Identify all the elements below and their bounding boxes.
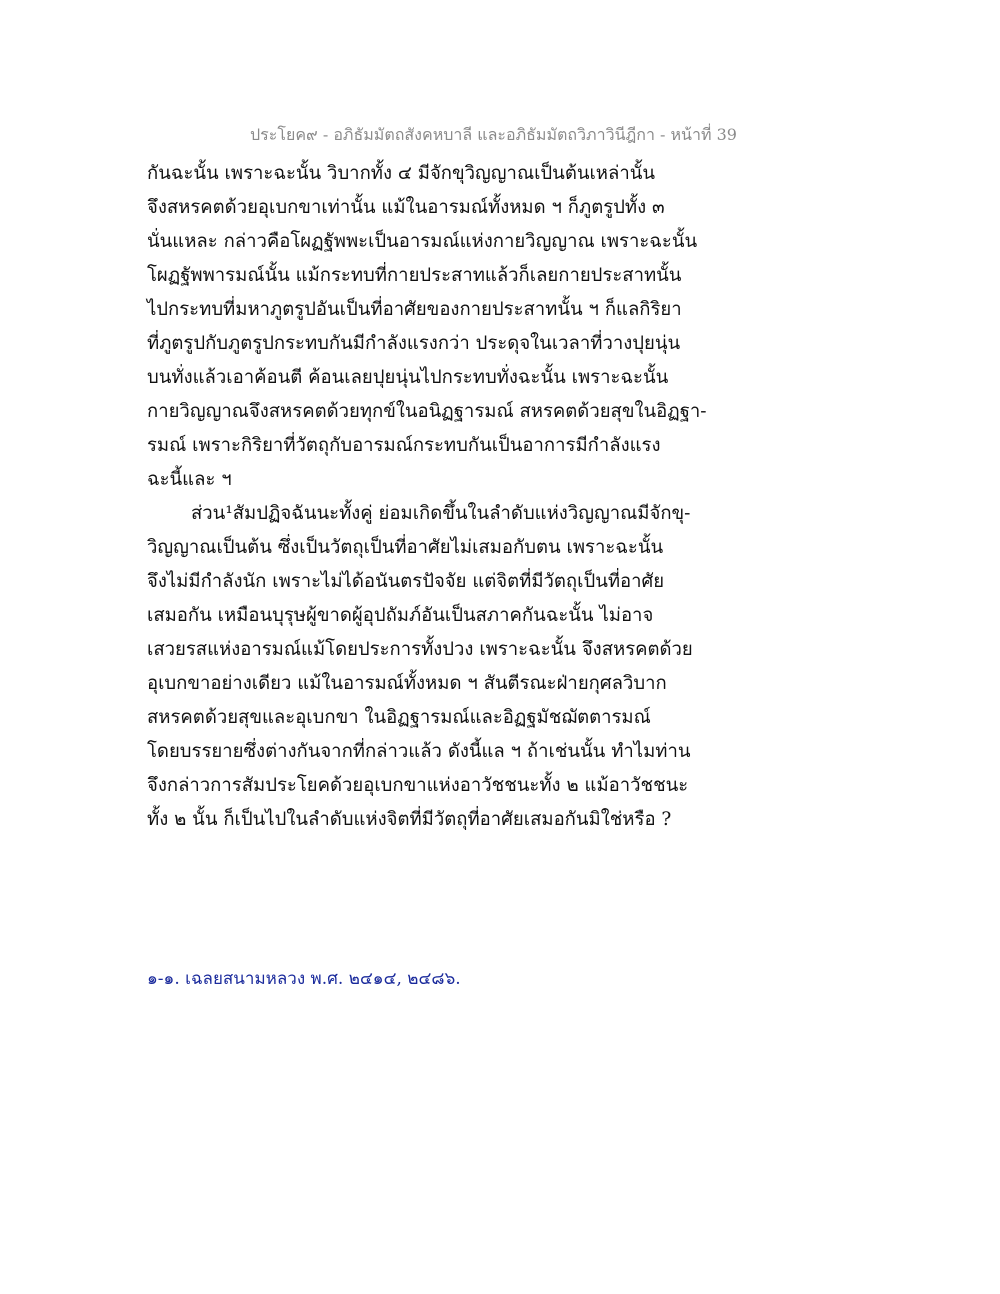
text-line: ฉะนี้และ ฯ [147,469,232,490]
text-line: เสมอกัน เหมือนบุรุษผู้ขาดผู้อุปถัมภ์อันเป็นสภาคกันฉะนั้น ไม่อาจ [147,605,654,626]
text-line: รมณ์ เพราะกิริยาที่วัตถุกับอารมณ์กระทบกันเป็นอาการมีกำลังแรง [147,435,661,456]
text-line: เสวยรสแห่งอารมณ์แม้โดยประการทั้งปวง เพราะฉะนั้น จึงสหรคตด้วย [147,639,693,660]
text-line: วิญญาณเป็นต้น ซึ่งเป็นวัตถุเป็นที่อาศัยไม่เสมอกับตน เพราะฉะนั้น [147,537,664,558]
text-line: กายวิญญาณจึงสหรคตด้วยทุกข์ในอนิฏฐารมณ์ สหรคตด้วยสุขในอิฏฐา- [147,401,707,422]
text-line: สหรคตด้วยสุขและอุเบกขา ในอิฏฐารมณ์และอิฏฐมัชฌัตตารมณ์ [147,707,651,728]
text-line: ทั้ง ๒ นั้น ก็เป็นไปในลำดับแห่งจิตที่มีวัตถุที่อาศัยเสมอกันมิใช่หรือ ? [147,809,672,830]
footnote: ๑-๑. เฉลยสนามหลวง พ.ศ. ๒๔๑๔, ๒๔๘๖. [147,969,461,989]
text-line: กันฉะนั้น เพราะฉะนั้น วิบากทั้ง ๔ มีจักขุวิญญาณเป็นต้นเหล่านั้น [147,163,656,184]
text-line: ที่ภูตรูปกับภูตรูปกระทบกันมีกำลังแรงกว่า ประดุจในเวลาที่วางปุยนุ่น [147,333,681,354]
text-line: โผฏฐัพพารมณ์นั้น แม้กระทบที่กายประสาทแล้วก็เลยกายประสาทนั้น [147,265,682,286]
text-line: อุเบกขาอย่างเดียว แม้ในอารมณ์ทั้งหมด ฯ สันตีรณะฝ่ายกุศลวิบาก [147,673,667,694]
text-line: ไปกระทบที่มหาภูตรูปอันเป็นที่อาศัยของกายประสาทนั้น ฯ ก็แลกิริยา [147,299,682,320]
text-line: จึงกล่าวการสัมประโยคด้วยอุเบกขาแห่งอาวัชชนะทั้ง ๒ แม้อาวัชชนะ [147,775,689,796]
text-line: นั่นแหละ กล่าวคือโผฏฐัพพะเป็นอารมณ์แห่งกายวิญญาณ เพราะฉะนั้น [147,231,698,252]
page-header: ประโยค๙ - อภิธัมมัตถสังคหบาลี และอภิธัมมัตถวิภาวินีฎีกา - หน้าที่ 39 [250,125,737,144]
text-line: จึงไม่มีกำลังนัก เพราะไม่ได้อนันตรปัจจัย แต่จิตที่มีวัตถุเป็นที่อาศัย [147,571,665,592]
body-text [147,157,867,837]
paragraph-start-line: ส่วน¹สัมปฏิจฉันนะทั้งคู่ ย่อมเกิดขึ้นในลำดับแห่งวิญญาณมีจักขุ- [191,503,691,524]
text-line: จึงสหรคตด้วยอุเบกขาเท่านั้น แม้ในอารมณ์ทั้งหมด ฯ ก็ภูตรูปทั้ง ๓ [147,197,665,218]
text-line: โดยบรรยายซึ่งต่างกันจากที่กล่าวแล้ว ดังนี้แล ฯ ถ้าเช่นนั้น ทำไมท่าน [147,741,691,762]
text-line: บนทั่งแล้วเอาค้อนตี ค้อนเลยปุยนุ่นไปกระทบทั่งฉะนั้น เพราะฉะนั้น [147,367,669,388]
